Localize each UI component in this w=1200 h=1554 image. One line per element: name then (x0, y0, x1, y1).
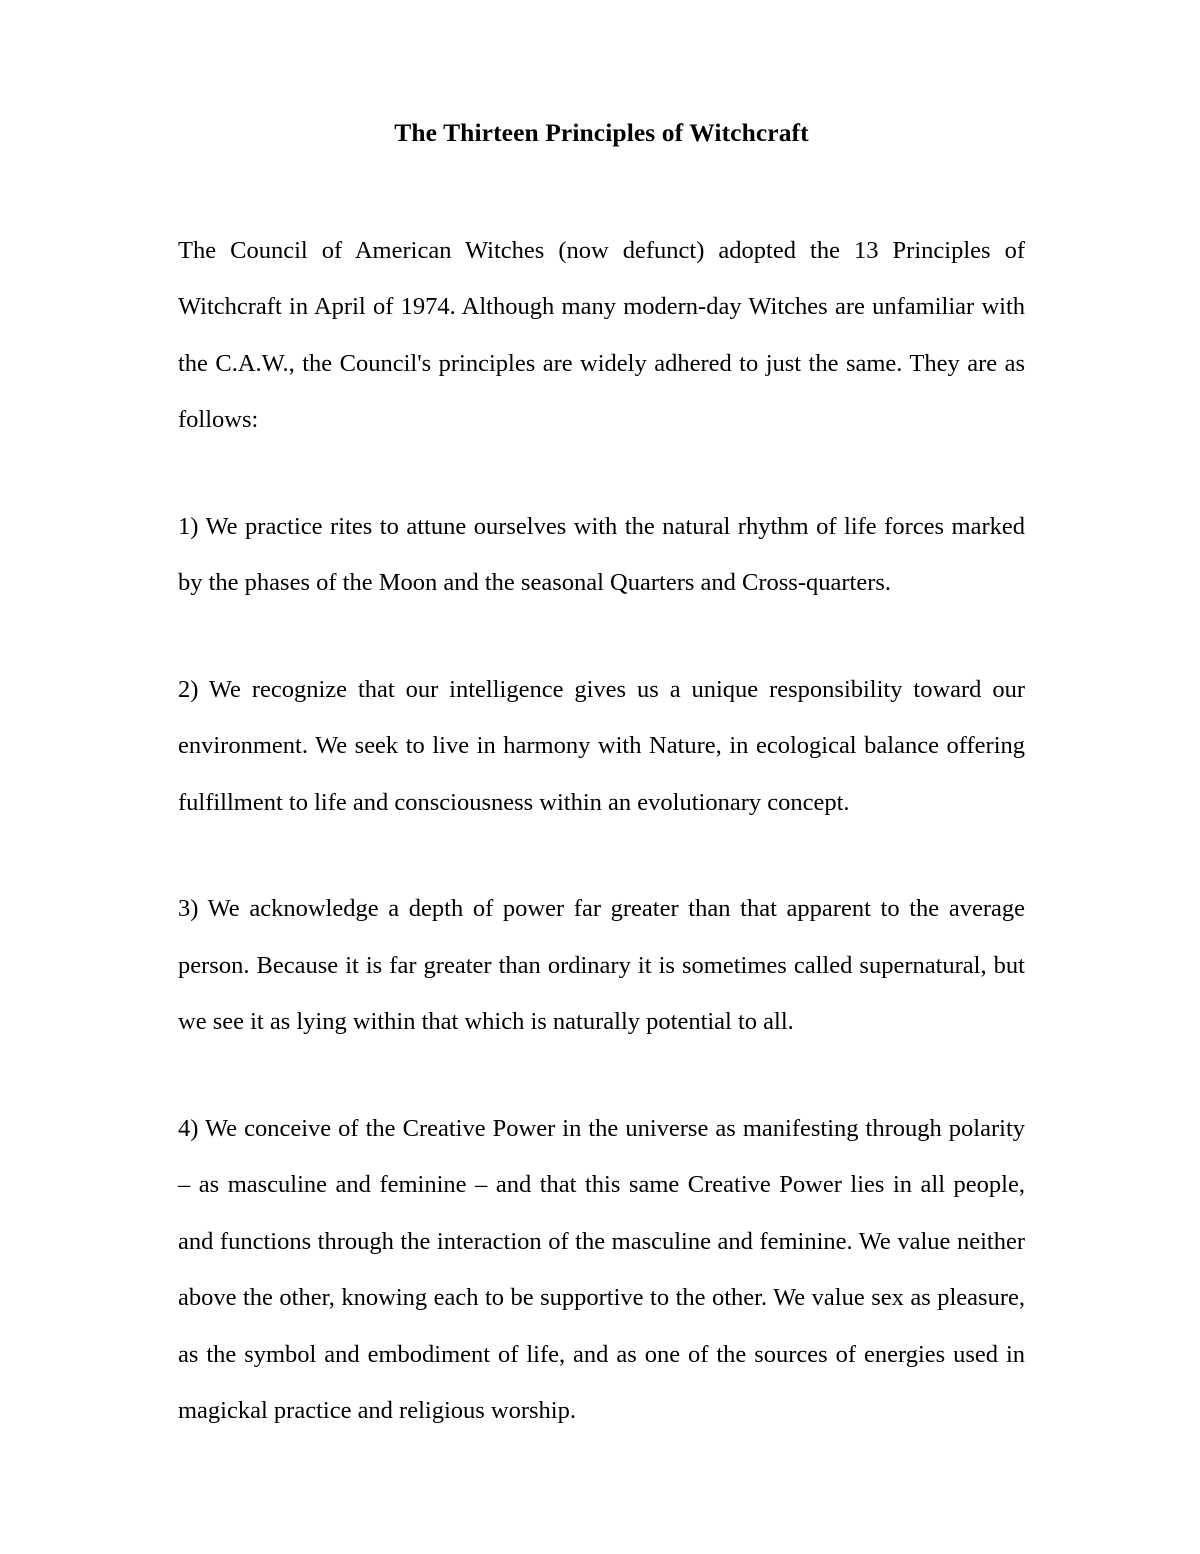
paragraph-principle-1: 1) We practice rites to attune ourselves with the natural rhythm of life forces marked by the phases of the Moon and the seasonal Quarters and Cross-quarters. (178, 512, 1025, 597)
paragraph-principle-2: 2) We recognize that our intelligence gives us a unique responsibility toward our environment. We seek to live in harmony with Nature, in ecological balance offering fulfillment to life and consciousness within an evolutionary concept. (178, 675, 1025, 816)
paragraph-principle-3: 3) We acknowledge a depth of power far greater than that apparent to the average person. Because it is far greater than ordinary it is sometimes called supernatural, but we see it as lying within that which is naturally potential to all. (178, 895, 1025, 1036)
page-title: The Thirteen Principles of Witchcraft (394, 118, 809, 147)
paragraph-principle-4: 4) We conceive of the Creative Power in the universe as manifesting through polarity – as masculine and feminine – and that this same Creative Power lies in all people, and functions through the interaction of the masculine and feminine. We value neither above the other, knowing each to be supportive to the other. We value sex as pleasure, as the symbol and embodiment of life, and as one of the sources of energies used in magickal practice and religious worship. (178, 1114, 1025, 1425)
document-body (178, 223, 1025, 1440)
paragraph-intro: The Council of American Witches (now defunct) adopted the 13 Principles of Witchcraft in April of 1974. Although many modern-day Witches are unfamiliar with the C.A.W., the Council's principles are widely adhered to just the same. They are as follows: (178, 236, 1025, 434)
